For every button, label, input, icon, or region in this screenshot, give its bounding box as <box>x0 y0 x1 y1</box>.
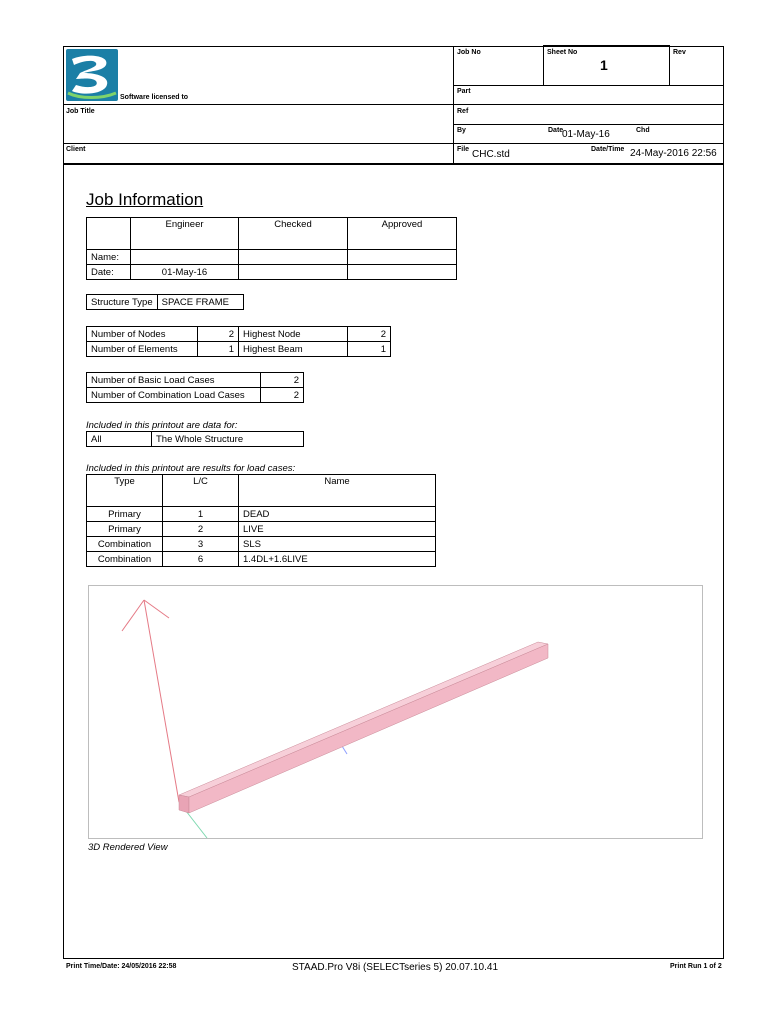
load-counts-table <box>86 372 304 403</box>
row-type: Primary <box>87 522 163 537</box>
client-label: Client <box>66 146 86 153</box>
table-row <box>87 522 436 537</box>
basic-load-value: 2 <box>261 373 304 388</box>
rendered-view <box>88 585 703 839</box>
included-data-caption: Included in this printout are data for: <box>86 420 238 431</box>
nodes-label: Number of Nodes <box>87 327 198 342</box>
load-cases-table <box>86 474 436 567</box>
row-name: DEAD <box>239 507 436 522</box>
table-row <box>87 537 436 552</box>
highest-beam-label: Highest Beam <box>239 342 348 357</box>
license-text: Software licensed to <box>120 94 189 101</box>
name-label: Name: <box>87 250 131 265</box>
engineer-date: 01-May-16 <box>131 265 239 280</box>
row-lc: 2 <box>163 522 239 537</box>
nodes-value: 2 <box>198 327 239 342</box>
highest-node-value: 2 <box>348 327 391 342</box>
file-value: CHC.std <box>472 149 510 160</box>
sheet-no-value: 1 <box>600 57 608 73</box>
beam-top-face <box>179 642 548 797</box>
structure-type-value: SPACE FRAME <box>157 295 243 310</box>
row-type: Combination <box>87 552 163 567</box>
print-run: Print Run 1 of 2 <box>670 963 722 970</box>
beam-side-face <box>189 644 548 813</box>
date-value: 01-May-16 <box>562 129 610 140</box>
lc-header: L/C <box>163 475 239 507</box>
type-header: Type <box>87 475 163 507</box>
chd-label: Chd <box>636 127 650 134</box>
scope-cell: All <box>87 432 152 447</box>
file-label: File <box>457 146 470 153</box>
load-cases-caption: Included in this printout are results for load cases: <box>86 463 296 474</box>
view-caption: 3D Rendered View <box>88 842 168 853</box>
structure-type-table <box>86 294 244 310</box>
table-row <box>87 552 436 567</box>
date-label: Date <box>548 127 564 134</box>
table-row <box>87 507 436 522</box>
scope-description: The Whole Structure <box>152 432 304 447</box>
bentley-logo <box>66 49 118 101</box>
datetime-label: Date/Time <box>591 146 625 153</box>
combo-load-value: 2 <box>261 388 304 403</box>
print-time: Print Time/Date: 24/05/2016 22:58 <box>66 963 177 970</box>
job-no-label: Job No <box>457 49 481 56</box>
highest-beam-value: 1 <box>348 342 391 357</box>
ref-label: Ref <box>457 108 469 115</box>
row-lc: 3 <box>163 537 239 552</box>
datetime-value: 24-May-2016 22:56 <box>630 148 717 159</box>
by-label: By <box>457 127 466 134</box>
row-name: 1.4DL+1.6LIVE <box>239 552 436 567</box>
part-label: Part <box>457 88 471 95</box>
elements-label: Number of Elements <box>87 342 198 357</box>
sheet-no-label: Sheet No <box>547 49 578 56</box>
approved-header: Approved <box>348 218 457 250</box>
job-info-table <box>86 217 457 280</box>
y-axis-line <box>144 600 179 802</box>
engineer-header: Engineer <box>131 218 239 250</box>
checked-header: Checked <box>239 218 348 250</box>
row-type: Primary <box>87 507 163 522</box>
name-header: Name <box>239 475 436 507</box>
row-lc: 6 <box>163 552 239 567</box>
row-type: Combination <box>87 537 163 552</box>
elements-value: 1 <box>198 342 239 357</box>
job-title-label: Job Title <box>66 108 95 115</box>
row-lc: 1 <box>163 507 239 522</box>
job-info-title: Job Information <box>86 190 204 209</box>
program-version: STAAD.Pro V8i (SELECTseries 5) 20.07.10.41 <box>292 962 499 973</box>
beam-front-face <box>179 795 189 813</box>
combo-load-label: Number of Combination Load Cases <box>87 388 261 403</box>
row-name: SLS <box>239 537 436 552</box>
structure-type-label: Structure Type <box>87 295 158 310</box>
row-name: LIVE <box>239 522 436 537</box>
highest-node-label: Highest Node <box>239 327 348 342</box>
included-data-table <box>86 431 304 447</box>
rev-label: Rev <box>673 49 686 56</box>
basic-load-label: Number of Basic Load Cases <box>87 373 261 388</box>
date-row-label: Date: <box>87 265 131 280</box>
counts-table <box>86 326 391 357</box>
